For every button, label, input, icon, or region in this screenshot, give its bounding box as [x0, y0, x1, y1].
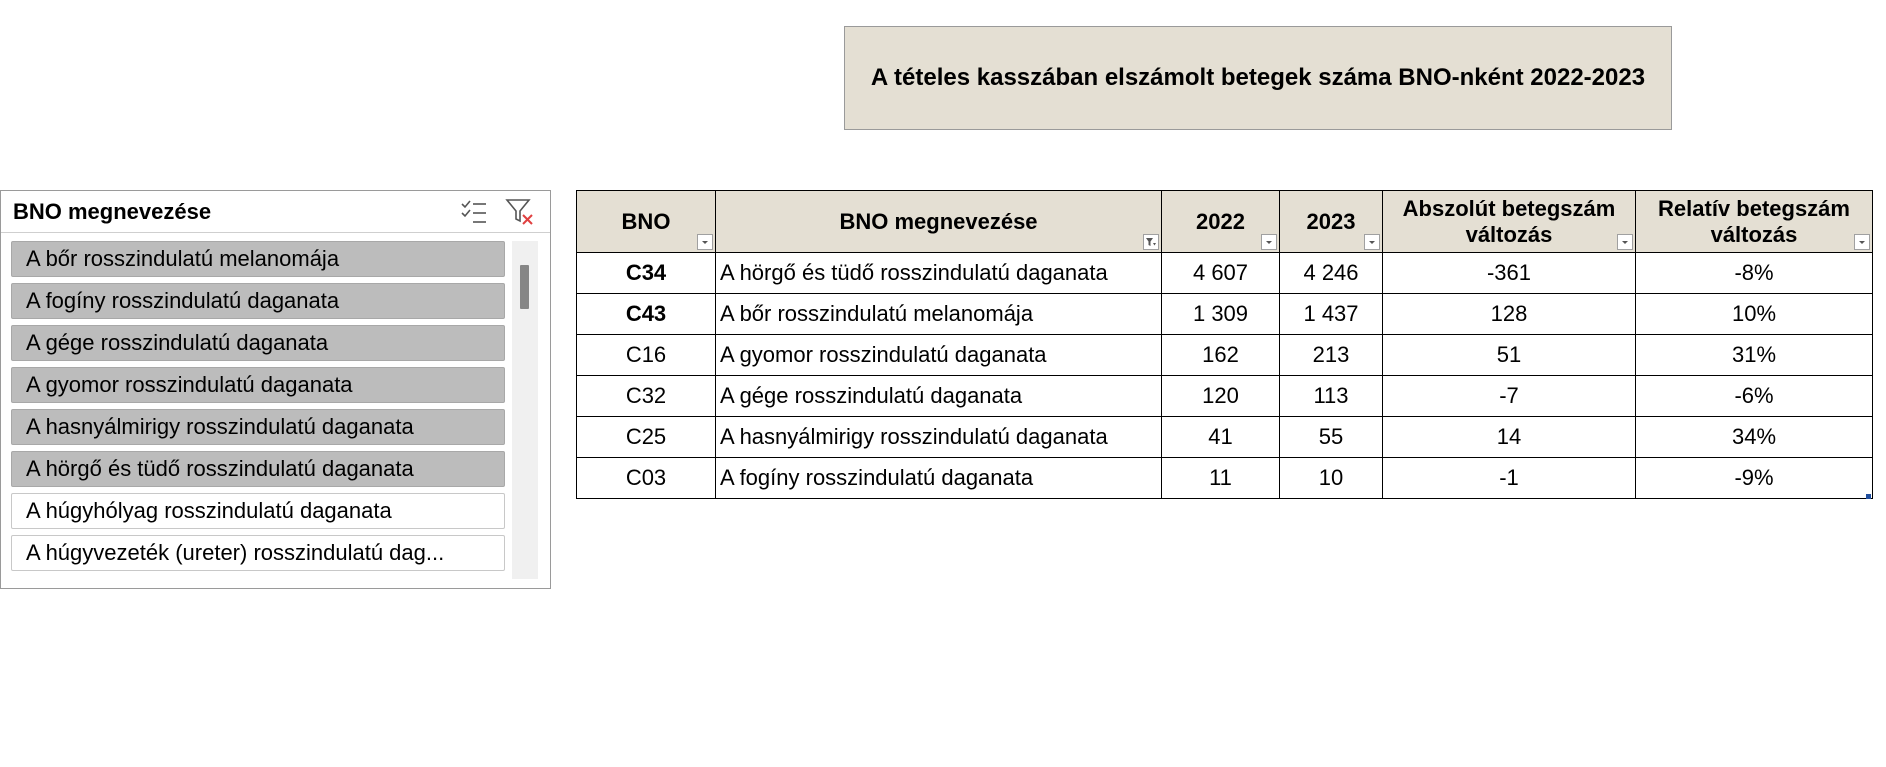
- page-title: A tételes kasszában elszámolt betegek száma BNO-nként 2022-2023: [870, 64, 1646, 91]
- cell-2022: 120: [1162, 376, 1280, 417]
- table-row: [577, 294, 1873, 335]
- cell-bno-name: A gége rosszindulatú daganata: [716, 376, 1162, 417]
- filter-dropdown-button[interactable]: [1617, 234, 1633, 250]
- header-2023: [1280, 191, 1383, 253]
- cell-rel-change: 10%: [1636, 294, 1873, 335]
- cell-abs-change: -7: [1383, 376, 1636, 417]
- filter-dropdown-button[interactable]: [1364, 234, 1380, 250]
- header-label: 2022: [1196, 208, 1245, 234]
- slicer-item[interactable]: A bőr rosszindulatú melanomája: [11, 241, 505, 277]
- table-row: [577, 458, 1873, 499]
- cell-2023: 55: [1280, 417, 1383, 458]
- table-row: [577, 253, 1873, 294]
- header-label: BNO: [621, 208, 671, 234]
- table-body: [577, 253, 1873, 499]
- table-resize-handle[interactable]: [1866, 494, 1871, 499]
- filter-active-icon: [1145, 236, 1157, 248]
- cell-bno-code: C32: [577, 376, 716, 417]
- cell-abs-change: 14: [1383, 417, 1636, 458]
- cell-rel-change: 31%: [1636, 335, 1873, 376]
- cell-2023: 4 246: [1280, 253, 1383, 294]
- cell-abs-change: -1: [1383, 458, 1636, 499]
- cell-abs-change: 128: [1383, 294, 1636, 335]
- header-abs-change: [1383, 191, 1636, 253]
- dropdown-arrow-icon: [1367, 237, 1377, 247]
- header-bno: [577, 191, 716, 253]
- cell-2022: 162: [1162, 335, 1280, 376]
- cell-bno-code: C16: [577, 335, 716, 376]
- cell-2023: 1 437: [1280, 294, 1383, 335]
- title-box: [844, 26, 1672, 130]
- cell-bno-code: C34: [577, 253, 716, 294]
- slicer-item[interactable]: A fogíny rosszindulatú daganata: [11, 283, 505, 319]
- slicer-scrollbar[interactable]: [512, 241, 538, 579]
- header-label: 2023: [1306, 208, 1356, 234]
- table-header-row: [577, 191, 1873, 253]
- slicer-item[interactable]: A húgyhólyag rosszindulatú daganata: [11, 493, 505, 529]
- table-row: [577, 376, 1873, 417]
- cell-rel-change: 34%: [1636, 417, 1873, 458]
- dropdown-arrow-icon: [1857, 237, 1867, 247]
- filter-active-button[interactable]: [1143, 234, 1159, 250]
- bno-data-table: [576, 190, 1873, 499]
- slicer-scroll-thumb[interactable]: [520, 265, 529, 309]
- filter-dropdown-button[interactable]: [697, 234, 713, 250]
- multi-select-icon[interactable]: [459, 197, 489, 227]
- slicer-item[interactable]: A húgyvezeték (ureter) rosszindulatú dag...: [11, 535, 505, 571]
- slicer-item[interactable]: A gyomor rosszindulatú daganata: [11, 367, 505, 403]
- cell-2022: 11: [1162, 458, 1280, 499]
- slicer-item[interactable]: A gége rosszindulatú daganata: [11, 325, 505, 361]
- header-bno-name: [716, 191, 1162, 253]
- bno-slicer[interactable]: [0, 190, 551, 589]
- cell-bno-name: A bőr rosszindulatú melanomája: [716, 294, 1162, 335]
- header-label: Abszolút betegszám változás: [1402, 195, 1616, 247]
- header-label: BNO megnevezése: [839, 208, 1038, 234]
- cell-rel-change: -9%: [1636, 458, 1873, 499]
- dropdown-arrow-icon: [700, 237, 710, 247]
- cell-rel-change: -6%: [1636, 376, 1873, 417]
- cell-2022: 1 309: [1162, 294, 1280, 335]
- cell-bno-code: C43: [577, 294, 716, 335]
- table-row: [577, 417, 1873, 458]
- slicer-item-list: [11, 241, 505, 579]
- cell-2023: 113: [1280, 376, 1383, 417]
- cell-2023: 10: [1280, 458, 1383, 499]
- cell-rel-change: -8%: [1636, 253, 1873, 294]
- cell-bno-code: C03: [577, 458, 716, 499]
- filter-dropdown-button[interactable]: [1261, 234, 1277, 250]
- cell-2022: 4 607: [1162, 253, 1280, 294]
- cell-bno-name: A hörgő és tüdő rosszindulatú daganata: [716, 253, 1162, 294]
- dropdown-arrow-icon: [1620, 237, 1630, 247]
- cell-bno-name: A hasnyálmirigy rosszindulatú daganata: [716, 417, 1162, 458]
- filter-dropdown-button[interactable]: [1854, 234, 1870, 250]
- table-row: [577, 335, 1873, 376]
- cell-bno-name: A fogíny rosszindulatú daganata: [716, 458, 1162, 499]
- slicer-header: [1, 191, 550, 233]
- cell-bno-name: A gyomor rosszindulatú daganata: [716, 335, 1162, 376]
- slicer-item[interactable]: A hasnyálmirigy rosszindulatú daganata: [11, 409, 505, 445]
- slicer-item[interactable]: A hörgő és tüdő rosszindulatú daganata: [11, 451, 505, 487]
- dropdown-arrow-icon: [1264, 237, 1274, 247]
- cell-bno-code: C25: [577, 417, 716, 458]
- header-rel-change: [1636, 191, 1873, 253]
- cell-abs-change: 51: [1383, 335, 1636, 376]
- slicer-title: BNO megnevezése: [13, 199, 212, 224]
- clear-filter-icon[interactable]: [505, 197, 535, 227]
- cell-abs-change: -361: [1383, 253, 1636, 294]
- cell-2023: 213: [1280, 335, 1383, 376]
- header-label: Relatív betegszám változás: [1658, 195, 1850, 247]
- cell-2022: 41: [1162, 417, 1280, 458]
- header-2022: [1162, 191, 1280, 253]
